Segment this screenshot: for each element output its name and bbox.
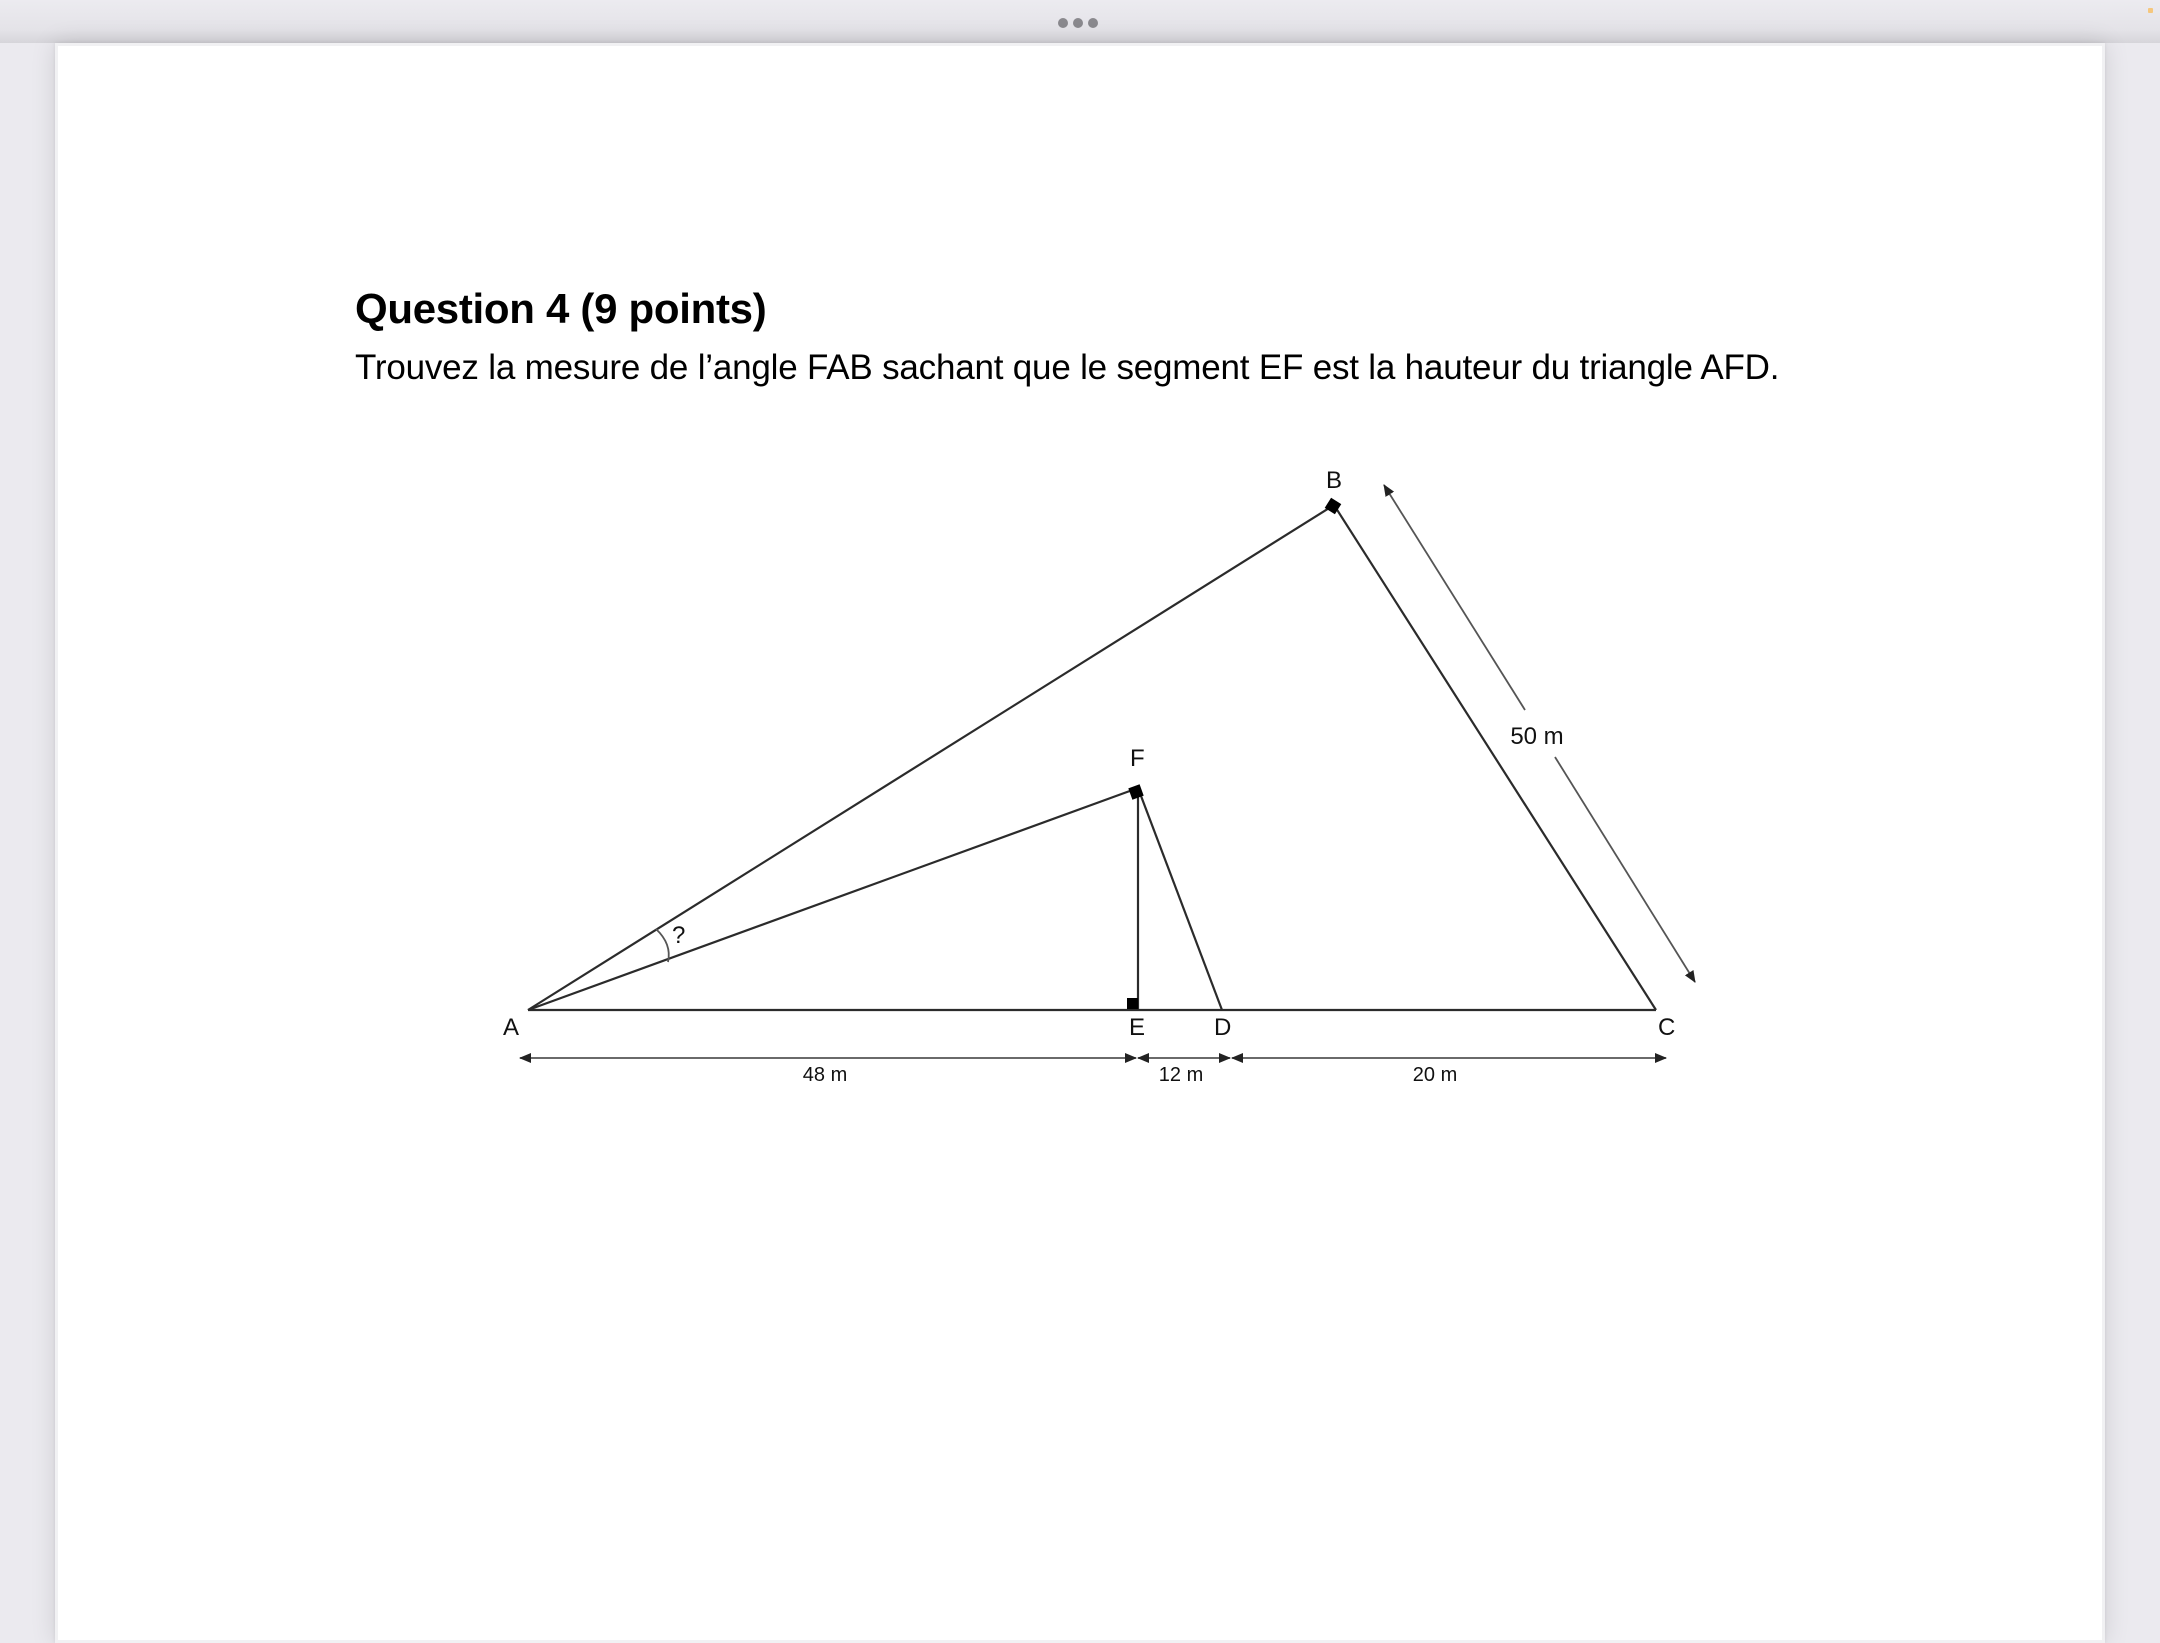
label-point-b: B [1326, 467, 1343, 494]
dimension-label-ed: 12 m [1158, 1064, 1204, 1086]
label-point-e: E [1129, 1014, 1146, 1041]
dimension-label-ae: 48 m [802, 1064, 848, 1086]
dot [1073, 18, 1083, 28]
label-point-f: F [1130, 745, 1145, 772]
status-indicator-icon [2148, 8, 2153, 13]
label-point-c: C [1658, 1014, 1676, 1041]
dimension-label-dc: 20 m [1412, 1064, 1458, 1086]
more-dots-icon[interactable] [1058, 18, 1098, 28]
window-topbar [0, 0, 2160, 43]
dot [1058, 18, 1068, 28]
label-point-a: A [503, 1014, 520, 1041]
label-point-d: D [1214, 1014, 1232, 1041]
question-text: Trouvez la mesure de l’angle FAB sachant que le segment EF est la hauteur du triangle AFD. [355, 348, 1780, 387]
dot [1088, 18, 1098, 28]
question-title: Question 4 (9 points) [355, 285, 767, 332]
document-page [55, 43, 2105, 1643]
dimension-label-bc: 50 m [1510, 723, 1564, 750]
unknown-angle-label: ? [672, 922, 686, 949]
